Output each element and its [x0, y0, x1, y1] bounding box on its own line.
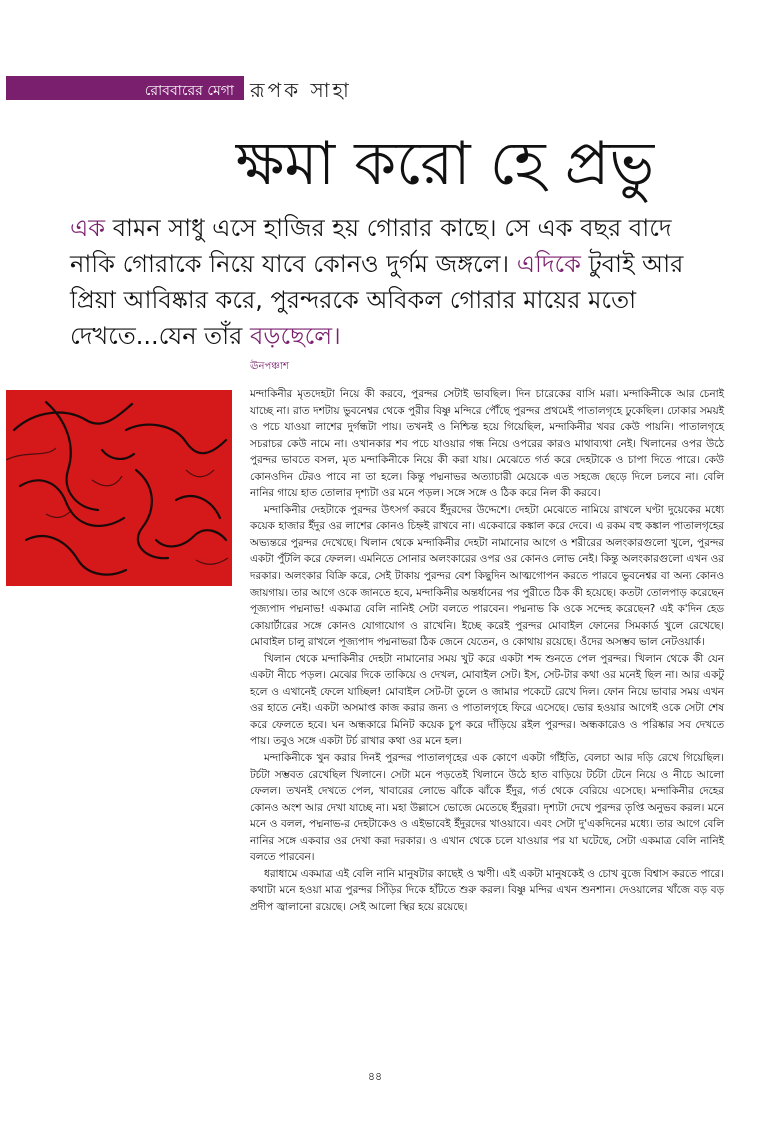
author-name: রূপক সাহা [250, 78, 352, 102]
teaser-part2: টুবাই আর প্রিয়া আবিষ্কার করে, পুরন্দরকে অবিকল গোরার মায়ের মতো দেখতে...যেন তাঁর [70, 250, 684, 350]
section-label-band [6, 76, 244, 100]
section-label: রোববারের মেগা [144, 83, 234, 99]
illustration-sketch-icon [6, 390, 232, 586]
paragraph: ধরাধামে একমাত্র এই বেলি নানি মানুষটার কাছেই ও ঋণী। এই একটা মানুষকেই ও চোখ বুজে বিশ্বাস করতে পারে। কথাটা মনে হওয়া মাত্র পুরন্দর সিঁড়ির দিকে হাঁটতে শুরু করল। বিষ্ণু মন্দির এখন শুনশান। দেওয়ালের খাঁজে বড় বড় প্রদীপ জ্বালানো রয়েছে। সেই আলো স্থির হয়ে রয়েছে। [250, 867, 724, 913]
story-body [250, 386, 724, 916]
illustration [6, 390, 232, 586]
teaser-lead: এক [70, 214, 106, 242]
teaser-part1: বামন সাধু এসে হাজির হয় গোরার কাছে। সে এক বছর বাদে নাকি গোরাকে নিয়ে যাবে কোনও দুর্গম জঙ্গলে। [70, 214, 672, 278]
chapter-heading: ঊনপঞ্চাশ [250, 361, 289, 372]
paragraph: খিলান থেকে মন্দাকিনীর দেহটা নামানোর সময় খুট করে একটা শব্দ শুনতে পেল পুরন্দর। খিলান থেকে কী যেন একটা নীচে পড়ল। মেঝের দিকে তাকিয়ে ও দেখল, মোবাইল সেট। ইস, সেট-টার কথা ওর মনেই ছিল না। আর একটু হলে ও এখানেই ফেলে যাচ্ছিল! মোবাইল সেট-টা তুলে ও জামার পকেটে রেখে দিল। ফোন নিয়ে ভাবার সময় এখন ওর হাতে নেই। একটা অসমাপ্ত কাজ করার জন্য ও পাতালগৃহে ফিরে এসেছে। ভোর হওয়ার আগেই ওকে সেটা শেষ করে ফেলতে হবে। ঘন অন্ধকারে মিনিট কয়েক চুপ করে দাঁড়িয়ে রইল পুরন্দর। অন্ধকারেও ও পরিষ্কার সব দেখতে পায়। তবুও সঙ্গে একটা টর্চ রাখার কথা ওর মনে হল। [250, 652, 724, 748]
paragraph: মন্দাকিনীর দেহটাকে পুরন্দর উৎসর্গ করবে ইঁদুরদের উদ্দেশে। দেহটা মেঝেতে নামিয়ে রাখলে ঘণ্টা দুয়েকের মধ্যে কয়েক হাজার ইঁদুর ওর লাশের কোনও চিহ্নই রাখবে না। একেবারে কঙ্কাল করে দেবে। এ রকম বহু কঙ্কাল পাতালগৃহের অভ্যন্তরে পুরন্দর দেখেছে। খিলান থেকে মন্দাকিনীর দেহটা নামানোর আগে ও শরীরের অলংকারগুলো খুলে, পুরন্দর একটা পুঁটলি করে ফেলল। এমনিতে সোনার অলংকারের ওপর ওর কোনও লোভ নেই। কিন্তু অলংকারগুলো এখন ওর দরকার। অলংকার বিক্রি করে, সেই টাকায় পুরন্দর বেশ কিছুদিন আত্মগোপন করতে পারবে ভুবনেশ্বর বা অন্য কোনও জায়গায়। তার আগে ওকে জানতে হবে, মন্দাকিনীর অন্তর্ধানের পর পুরীতে ঠিক কী হয়েছে। কতটা তোলপাড় করেছেন পূজ্যপাদ পদ্মনাভ! একমাত্র বেলি নানিই সেটা বলতে পারবেন। পদ্মনাভ কি ওকে সন্দেহ করেছেন? এই ক'দিন হেড কোয়ার্টারের সঙ্গে কোনও যোগাযোগ ও রাখেনি। ইচ্ছে করেই পুরন্দর মোবাইল ফোনের সিমকার্ড খুলে রেখেছে। মোবাইল চালু রাখলে পূজ্যপাদ পদ্মনাভরা ঠিক জেনে যেতেন, ও কোথায় রয়েছে। ওঁদের অসম্ভব ভাল নেটওয়ার্ক। [250, 503, 724, 649]
page-number-text: ৪৪ [367, 1070, 383, 1083]
paragraph: মন্দাকিনীর মৃতদেহটা নিয়ে কী করবে, পুরন্দর সেটাই ভাবছিল। দিন চারেকের বাসি মরা। মন্দাকিনীকে আর চেনাই যাচ্ছে না। রাত দশটায় ভুবনেশ্বর থেকে পুরীর বিষ্ণু মন্দিরে পৌঁছে পুরন্দর প্রথমেই পাতালগৃহে ঢুকেছিল। ঢোকার সময়ই ও পচে যাওয়া লাশের দুর্গন্ধটা পায়। তখনই ও নিশ্চিন্ত হয়ে গিয়েছিল, মন্দাকিনীর খবর কেউ পায়নি। পাতালগৃহে সচরাচর কেউ নামে না। ওখানকার শব পচে যাওয়ার গন্ধ নিয়ে ওপরের কারও মাথাব্যথা নেই। খিলানের ওপর উঠে পুরন্দর ভাবতে বসল, মৃত মন্দাকিনীকে নিয়ে কী করা যায়। মেঝেতে গর্ত করে দেহটাকে ও চাপা দিতে পারে। কেউ কোনওদিন টেরও পাবে না তা হলে। কিন্তু পদ্মনাভর অত্যাচারী মেয়েকে এত সহজে ছেড়ে দিলে চলবে না। বেলি নানির গায়ে হাত তোলার দৃশ্যটা ওর মনে পড়ল। সঙ্গে সঙ্গে ও ঠিক করে নিল কী করবে। [250, 388, 724, 500]
teaser-highlight1: এদিকে [516, 250, 581, 278]
teaser [70, 210, 710, 354]
story-title [0, 118, 770, 218]
story-title-text: ক্ষমা করো হে প্রভু [235, 129, 655, 199]
page-number [0, 1068, 770, 1087]
paragraph: মন্দাকিনীকে খুন করার দিনই পুরন্দর পাতালগৃহের এক কোণে একটা গাঁইতি, বেলচা আর দড়ি রেখে গিয়েছিল। টর্চটা সম্ভবত রেখেছিল খিলানে। সেটা মনে পড়তেই খিলানে উঠে হাত বাড়িয়ে টর্চটা টেনে নিয়ে ও নীচে আলো ফেলল। তখনই দেখতে পেল, খাবারের লোভে ঝাঁকে ঝাঁকে ইঁদুর, গর্ত থেকে বেরিয়ে এসেছে। মন্দাকিনীর দেহের কোনও অংশ আর দেখা যাচ্ছে না। মহা উল্লাসে ভোজে মেতেছে ইঁদুররা। দৃশ্যটা দেখে পুরন্দর তৃপ্তি অনুভব করল। মনে মনে ও বলল, পদ্মনাভ-র দেহটাকেও ও এইভাবেই ইঁদুরদের খাওয়াবে। এবং সেটা দু'একদিনের মধ্যে। তার আগে বেলি নানির সঙ্গে একবার ওর দেখা করা দরকার। ও এখান থেকে চলে যাওয়ার পর যা ঘটেছে, সেটা একমাত্র বেলি নানিই বলতে পারবেন। [250, 752, 724, 864]
teaser-highlight2: বড়ছেলে। [249, 322, 341, 350]
